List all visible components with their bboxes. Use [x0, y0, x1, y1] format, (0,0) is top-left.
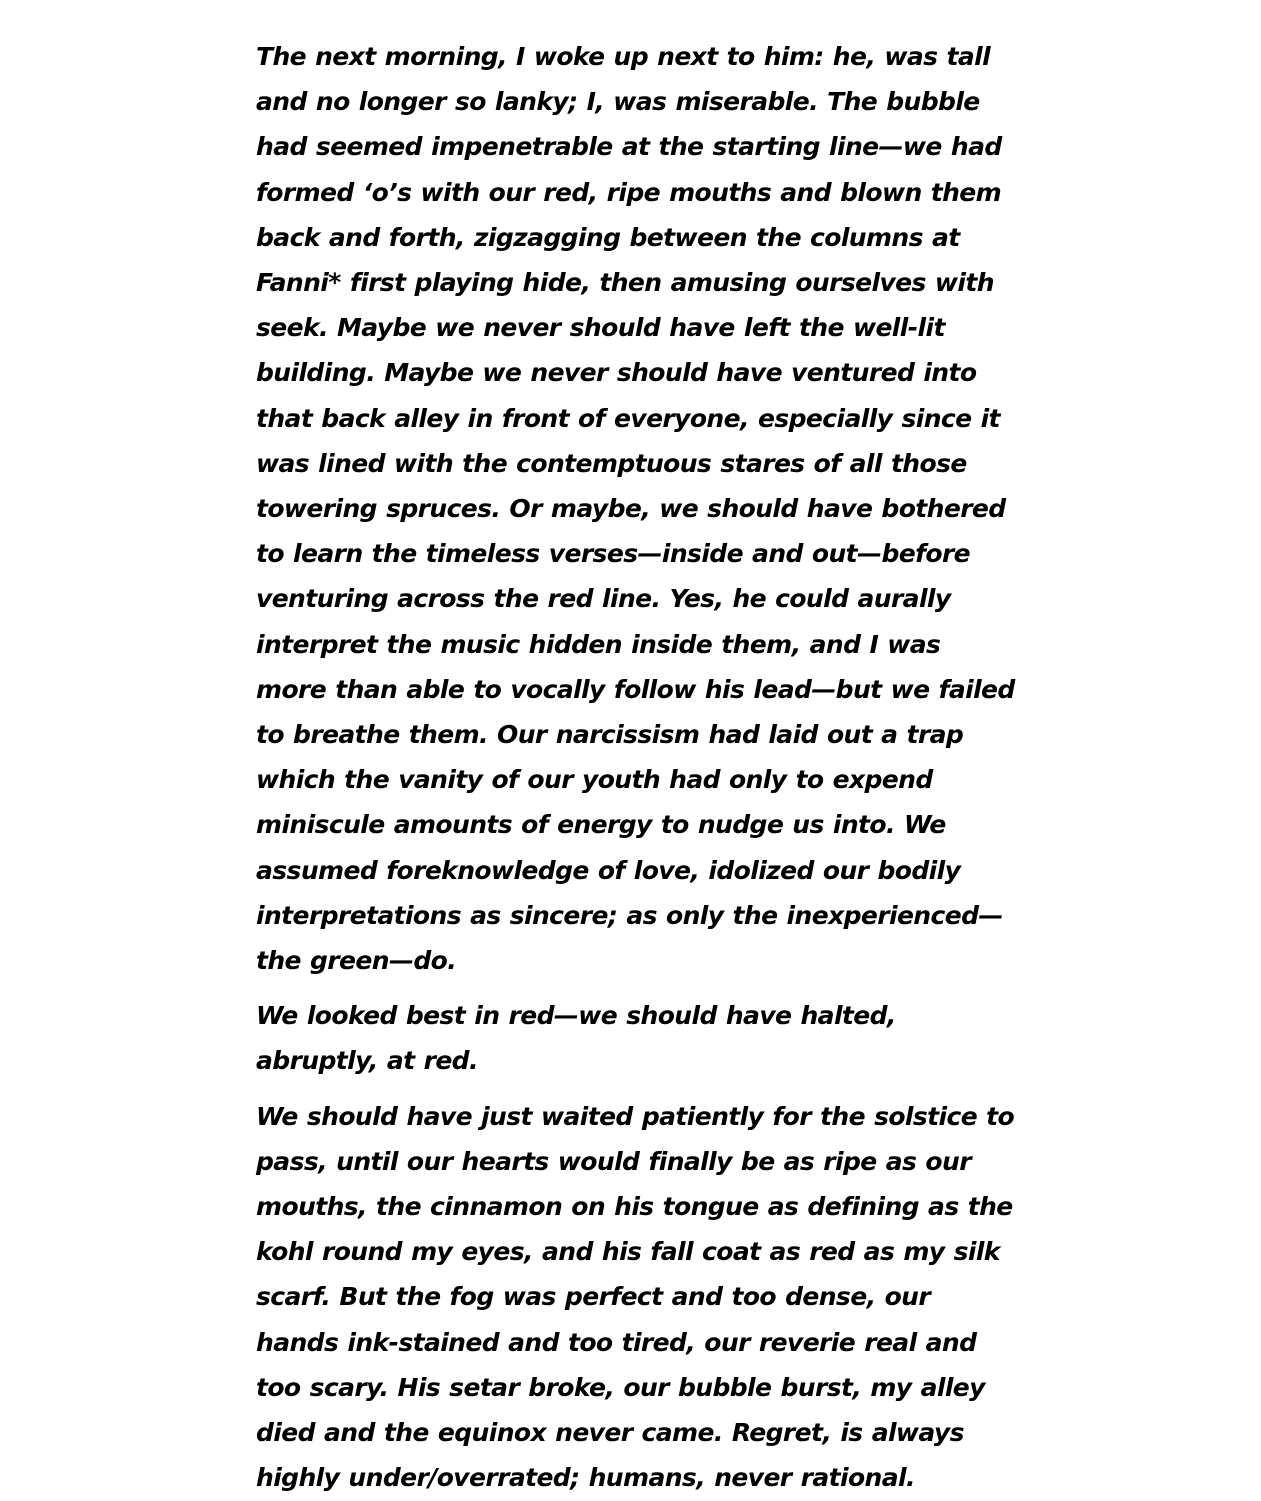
paragraph-3: We should have just waited patiently for the solstice to pass, until our hearts would finally be as ripe as our mouths, the cinnamon on his tongue as defining as the kohl round my eyes, and his fall coat as red as my silk scarf. But the fog was perfect and too dense, our hands ink-stained and too tired, our reverie real and too scary. His setar broke, our bubble burst, my alley died and the equinox never came. Regret, is always highly under/overrated; humans, never rational.	[256, 1101, 1015, 1493]
paragraph-2: We looked best in red—we should have halted, abruptly, at red.	[256, 1001, 896, 1076]
paragraph-1: The next morning, I woke up next to him: he, was tall and no longer so lanky; I, was miserable. The bubble had seemed impenetrable at the starting line—we had formed ‘o’s with our red, ripe mouths and blown them back and forth, zigzagging between the columns at Fanni* first playing hide, then amusing ourselves with seek. Maybe we never should have left the well-lit building. Maybe we never should have ventured into that back alley in front of everyone, especially since it was lined with the contemptuous stares of all those towering spruces. Or maybe, we should have bothered to learn the timeless verses—inside and out—before venturing across the red line. Yes, he could aurally interpret the music hidden inside them, and I was more than able to vocally follow his lead—but we failed to breathe them. Our narcissism had laid out a trap which the vanity of our youth had only to expend miniscule amounts of energy to nudge us into. We assumed foreknowledge of love, idolized our bodily interpretations as sincere; as only the inexperienced—the green—do.	[256, 42, 1015, 976]
document-page	[256, 34, 1016, 1501]
